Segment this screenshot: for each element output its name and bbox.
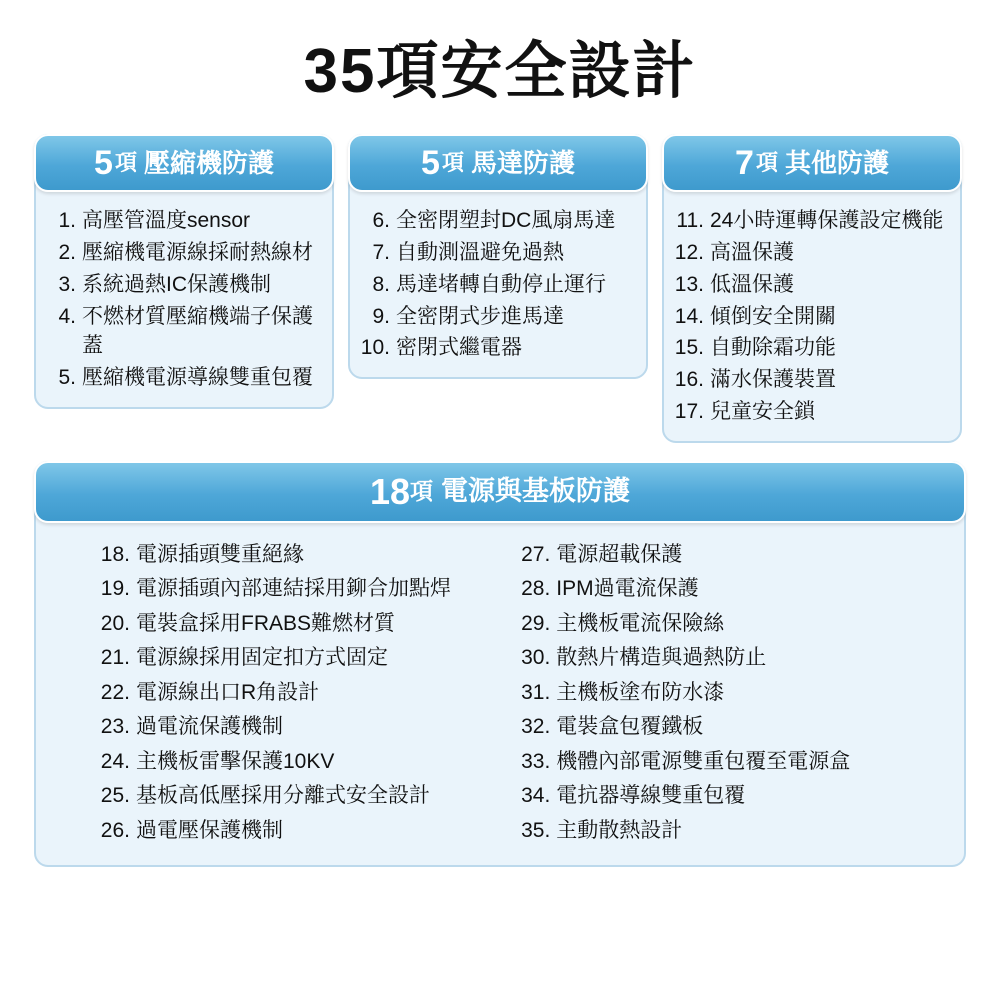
list-item-index: 11. (676, 209, 704, 233)
list-item (514, 746, 964, 778)
list-item (94, 711, 500, 743)
list-item (514, 780, 964, 812)
list-item-text: 密閉式繼電器 (396, 336, 522, 360)
list-item-index: 28. (521, 577, 551, 601)
list-item-index: 13. (674, 272, 704, 296)
list-item (514, 539, 964, 571)
list-item-index: 17. (674, 400, 704, 424)
panel-compressor-protection (34, 134, 334, 409)
page-title: 35項安全設計 (303, 37, 697, 106)
panel-motor-protection (348, 134, 648, 379)
list-item-index: 30. (521, 646, 551, 670)
list-item-text: 馬達堵轉自動停止運行 (396, 272, 606, 296)
panel-power-and-board-protection (34, 461, 966, 868)
power-board-columns (36, 523, 964, 850)
list-item-text: 電源插頭內部連結採用鉚合加點焊 (136, 577, 451, 601)
list-other-protection (664, 192, 960, 427)
panel-header-unit: 項 (441, 150, 464, 176)
list-item (514, 642, 964, 674)
list-item-index: 14. (674, 304, 704, 328)
list-item (46, 238, 320, 268)
panel-header-label: 馬達防護 (470, 148, 575, 179)
list-item-text: 24小時運轉保護設定機能 (710, 209, 944, 233)
panel-header-unit: 項 (114, 150, 137, 176)
list-item (94, 608, 500, 640)
list-item-index: 29. (521, 611, 551, 635)
list-item (674, 206, 948, 236)
list-item-index: 19. (100, 577, 130, 601)
list-item-index: 16. (674, 368, 704, 392)
list-item (94, 780, 500, 812)
list-item (94, 573, 500, 605)
list-item-index: 35. (521, 818, 551, 842)
list-item-text: 散熱片構造與過熱防止 (556, 646, 767, 670)
list-item-text: 高溫保護 (710, 241, 794, 264)
list-item-text: 系統過熱IC保護機制 (82, 272, 271, 296)
list-item (94, 642, 500, 674)
list-item-text: 過電流保護機制 (136, 715, 283, 739)
list-item (674, 302, 948, 332)
list-item-index: 20. (100, 611, 130, 635)
list-item (360, 238, 634, 268)
list-item (514, 608, 964, 640)
list-item-index: 4. (58, 304, 76, 328)
list-item-index: 25. (100, 784, 130, 808)
list-item-index: 2. (58, 241, 76, 264)
list-item-index: 23. (100, 715, 130, 739)
panel-header-count: 5 (421, 144, 440, 183)
list-item (46, 270, 320, 300)
list-item-text: 電裝盒採用FRABS難燃材質 (136, 611, 396, 635)
list-power-board-left (94, 539, 500, 847)
list-item-text: 電源插頭雙重絕緣 (136, 542, 304, 566)
list-item (360, 333, 634, 363)
list-item (46, 206, 320, 236)
list-item-index: 8. (372, 272, 390, 296)
list-item-index: 33. (521, 749, 551, 773)
list-item-text: 主動散熱設計 (556, 818, 683, 842)
panel-header-other (662, 134, 962, 192)
list-item-text: 主機板電流保險絲 (556, 611, 725, 635)
list-item-index: 12. (674, 241, 704, 264)
list-item (360, 270, 634, 300)
list-item (514, 677, 964, 709)
list-item (94, 677, 500, 709)
list-item (94, 539, 500, 571)
list-item (46, 302, 320, 362)
list-item (94, 815, 500, 847)
list-item-index: 32. (521, 715, 551, 739)
list-item-text: 兒童安全鎖 (710, 400, 815, 424)
power-board-left-column (36, 539, 500, 850)
list-item-text: 電源線出口R角設計 (136, 680, 320, 704)
list-item-text: 主機板塗布防水漆 (556, 680, 725, 704)
list-item-text: 全密閉塑封DC風扇馬達 (396, 209, 616, 233)
panel-header-count: 7 (735, 144, 754, 183)
list-item (674, 238, 948, 268)
panel-header-compressor (34, 134, 334, 192)
list-item-index: 22. (100, 680, 130, 704)
list-item (360, 302, 634, 332)
list-item (514, 711, 964, 743)
list-item-text: 自動測溫避免過熱 (396, 241, 564, 264)
list-item-text: 滿水保護裝置 (710, 368, 836, 392)
list-item-text: 電源超載保護 (556, 542, 683, 566)
list-item-text: 過電壓保護機制 (136, 818, 283, 842)
panel-header-label: 壓縮機防護 (143, 148, 274, 179)
list-item-index: 7. (372, 241, 390, 264)
list-item-text: 不燃材質壓縮機端子保護蓋 (82, 304, 313, 358)
panel-header-count: 5 (94, 144, 113, 183)
list-item-text: 傾倒安全開關 (710, 304, 836, 328)
list-item-text: 機體內部電源雙重包覆至電源盒 (556, 749, 851, 773)
list-item-text: 全密閉式步進馬達 (396, 304, 564, 328)
list-item-index: 15. (674, 336, 704, 360)
list-item-index: 5. (58, 366, 76, 390)
panel-header-count: 18 (369, 470, 411, 512)
list-item-text: IPM過電流保護 (556, 577, 699, 601)
list-item (94, 746, 500, 778)
panel-header-power-board (34, 461, 966, 523)
list-item-index: 3. (58, 272, 76, 296)
list-item-text: 壓縮機電源線採耐熱線材 (82, 241, 313, 264)
list-item (360, 206, 634, 236)
list-power-board-right (514, 539, 964, 847)
list-motor-protection (350, 192, 646, 363)
list-item-text: 壓縮機電源導線雙重包覆 (82, 366, 313, 390)
list-item (514, 815, 964, 847)
panel-other-protection (662, 134, 962, 443)
list-item (514, 573, 964, 605)
list-item-index: 26. (100, 818, 130, 842)
top-panels-row (18, 134, 982, 443)
list-item-text: 電裝盒包覆鐵板 (556, 715, 704, 739)
panel-header-unit: 項 (410, 478, 434, 505)
list-item-text: 基板高低壓採用分離式安全設計 (136, 784, 430, 808)
panel-header-motor (348, 134, 648, 192)
list-item-index: 1. (58, 209, 76, 233)
list-item-index: 10. (360, 336, 390, 360)
list-item-index: 6. (372, 209, 390, 233)
list-item-text: 高壓管溫度sensor (82, 209, 251, 233)
list-item (674, 365, 948, 395)
list-item-text: 電抗器導線雙重包覆 (556, 784, 746, 808)
list-item-index: 18. (100, 542, 130, 566)
list-item-index: 27. (521, 542, 551, 566)
list-item-index: 9. (372, 304, 390, 328)
list-item-text: 電源線採用固定扣方式固定 (136, 646, 388, 670)
list-item-text: 自動除霜功能 (710, 336, 836, 360)
list-item-text: 主機板雷擊保護10KV (136, 749, 335, 773)
list-item-index: 34. (521, 784, 551, 808)
list-item-index: 21. (100, 646, 130, 670)
list-item-index: 24. (100, 749, 130, 773)
power-board-right-column (500, 539, 964, 850)
list-item-text: 低溫保護 (710, 272, 794, 296)
list-item (674, 397, 948, 427)
list-item (674, 270, 948, 300)
panel-header-unit: 項 (755, 150, 778, 176)
list-item-index: 31. (521, 680, 551, 704)
panel-header-label: 電源與基板防護 (441, 476, 631, 507)
list-compressor-protection (36, 192, 332, 393)
list-item (46, 363, 320, 393)
list-item (674, 333, 948, 363)
panel-header-label: 其他防護 (784, 148, 889, 179)
